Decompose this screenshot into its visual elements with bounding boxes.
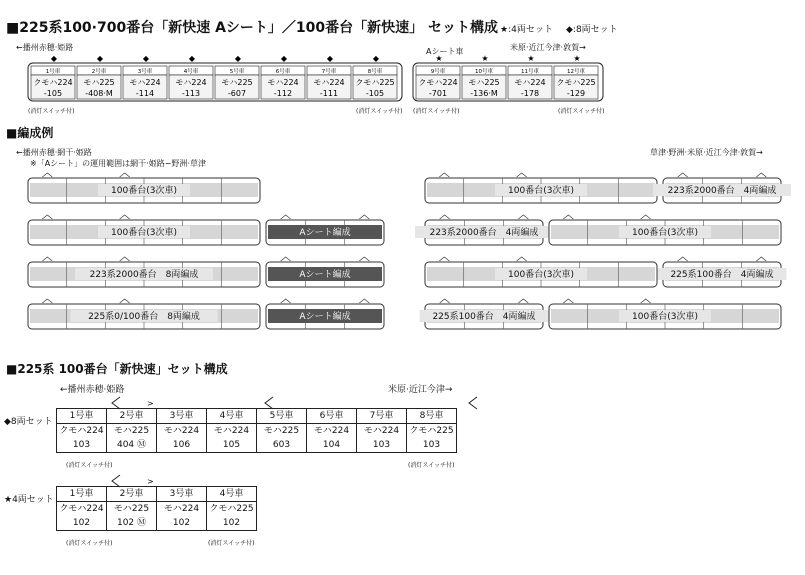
train-l3b-pantograph-2 — [359, 257, 369, 261]
top8-model-3: モハ224 — [129, 78, 161, 87]
top8-num-6: -112 — [273, 89, 293, 98]
train-l1-pantograph-2 — [120, 173, 130, 177]
top4-mark-1: ★ — [435, 55, 443, 63]
top4-no-4: 12号車 — [567, 69, 585, 75]
set8-pantograph-3 — [469, 397, 477, 409]
top4-num-4: -129 — [566, 89, 586, 98]
top8-model-5: モハ225 — [221, 78, 253, 87]
train-l2 — [28, 215, 260, 245]
top4-no-1: 9号車 — [430, 69, 446, 75]
train-l2b — [266, 215, 384, 245]
train-l3b-pantograph-0 — [281, 257, 291, 261]
set8-no-8: 8号車 — [407, 409, 457, 424]
set8-switch-right: (消灯スイッチ付) — [408, 462, 455, 469]
top8-mark-7: ◆ — [326, 55, 334, 63]
train-l3-pantograph-0 — [42, 257, 52, 261]
train-r1b — [653, 173, 791, 203]
train-l2-pantograph-0 — [42, 215, 52, 219]
train-r4b — [549, 299, 781, 329]
set4-small-chevron: > — [147, 477, 154, 486]
set8-num-5: 603 — [257, 438, 307, 453]
top8-num-7: -111 — [319, 89, 339, 98]
train-r2-pantograph-2 — [518, 215, 528, 219]
train-r2b — [549, 215, 781, 245]
train-l2b-pantograph-0 — [281, 215, 291, 219]
set4-model-1: クモハ224 — [57, 502, 107, 517]
top8-model-1: クモハ224 — [33, 78, 73, 87]
set-title: ■225系 100番台「新快速」セット構成 — [6, 362, 228, 376]
top4-model-4: クモハ225 — [556, 78, 596, 87]
top4-no-2: 10号車 — [475, 69, 493, 75]
train-r1b-pantograph-0 — [678, 173, 688, 177]
top8-num-5: -607 — [227, 89, 247, 98]
top8-no-7: 7号車 — [321, 69, 337, 75]
set8-num-4: 105 — [207, 438, 257, 453]
train-l4b-pantograph-0 — [281, 299, 291, 303]
top8-mark-8: ◆ — [372, 55, 380, 63]
set4-switch-left: (消灯スイッチ付) — [66, 540, 113, 547]
top8-model-7: モハ224 — [313, 78, 345, 87]
train-r3b-pantograph-0 — [678, 257, 688, 261]
set4-num-1: 102 — [57, 516, 107, 531]
train-r2 — [415, 215, 553, 245]
top4-no-3: 11号車 — [521, 69, 539, 75]
top4-num-3: -178 — [520, 89, 540, 98]
top8-no-6: 6号車 — [275, 69, 291, 75]
train-l3-pantograph-2 — [120, 257, 130, 261]
train-r2b-pantograph-2 — [641, 215, 651, 219]
top8-no-5: 5号車 — [229, 69, 245, 75]
set4-model-3: モハ224 — [157, 502, 207, 517]
formation-title: ■編成例 — [6, 126, 54, 140]
top8-num-4: -113 — [181, 89, 201, 98]
set8-no-3: 3号車 — [157, 409, 207, 424]
formation-note: ※「Aシート」の運用範囲は網干·姫路−野洲·草津 — [30, 159, 206, 168]
train-r1-label: 100番台(3次車) — [508, 186, 574, 196]
top4-num-2: -136·M — [470, 89, 498, 98]
train-l3b-label: Aシート編成 — [299, 270, 351, 280]
train-r4-pantograph-0 — [440, 299, 450, 303]
train-r1 — [425, 173, 657, 203]
set4-table — [56, 486, 257, 531]
top4-model-2: モハ225 — [468, 78, 500, 87]
train-r3-pantograph-2 — [517, 257, 527, 261]
set-right-direction: 米原·近江今津→ — [388, 385, 453, 395]
set-left-direction: ←播州赤穂·姫路 — [60, 385, 125, 395]
legend-star: ★:4両セット — [500, 25, 553, 35]
set8-label: ◆8両セット — [4, 417, 53, 427]
train-r4b-pantograph-2 — [641, 299, 651, 303]
train-r2b-label: 100番台(3次車) — [632, 228, 698, 238]
train-l4-pantograph-0 — [42, 299, 52, 303]
top8-mark-2: ◆ — [96, 55, 104, 63]
set4-model-2: モハ225 — [107, 502, 157, 517]
top8-model-6: モハ224 — [267, 78, 299, 87]
top-right-direction: 米原·近江今津·敦賀→ — [510, 43, 586, 52]
top8-mark-3: ◆ — [142, 55, 150, 63]
top-4car-diagram — [412, 55, 608, 103]
train-r3 — [425, 257, 657, 287]
train-r4-label: 225系100番台 4両編成 — [432, 312, 536, 322]
train-r3-label: 100番台(3次車) — [508, 270, 574, 280]
top4-mark-4: ★ — [573, 55, 581, 63]
train-l1-pantograph-0 — [42, 173, 52, 177]
set8-no-2: 2号車 — [107, 409, 157, 424]
top8-mark-5: ◆ — [234, 55, 242, 63]
train-r3-pantograph-0 — [439, 257, 449, 261]
top-8car-diagram — [27, 55, 407, 103]
set8-no-4: 4号車 — [207, 409, 257, 424]
train-r1-pantograph-2 — [517, 173, 527, 177]
top8-mark-6: ◆ — [280, 55, 288, 63]
train-r4b-pantograph-0 — [563, 299, 573, 303]
switch-note-right-4: (消灯スイッチ付) — [558, 108, 605, 115]
train-l1 — [28, 173, 260, 203]
page-title: ■225系100·700番台「新快速 Aシート」／100番台「新快速」 セット構成 — [6, 20, 499, 36]
top8-no-8: 8号車 — [367, 69, 383, 75]
set8-small-chevron: > — [147, 399, 154, 408]
top8-num-2: -408·M — [85, 89, 113, 98]
train-l3-label: 223系2000番台 8両編成 — [89, 270, 199, 280]
set8-model-8: クモハ225 — [407, 424, 457, 439]
aseat-car-label: Aシート車 — [426, 47, 464, 56]
train-r2-label: 223系2000番台 4両編成 — [429, 228, 539, 238]
set4-label: ★4両セット — [4, 495, 54, 505]
set8-model-1: クモハ224 — [57, 424, 107, 439]
set8-switch-left: (消灯スイッチ付) — [66, 462, 113, 469]
switch-note-right: (消灯スイッチ付) — [356, 108, 403, 115]
top8-model-8: クモハ225 — [355, 78, 395, 87]
switch-note-left-4: (消灯スイッチ付) — [413, 108, 460, 115]
top8-no-4: 4号車 — [183, 69, 199, 75]
train-r2-pantograph-0 — [440, 215, 450, 219]
switch-note-left: (消灯スイッチ付) — [28, 108, 75, 115]
set8-model-4: モハ224 — [207, 424, 257, 439]
top4-num-1: -701 — [428, 89, 448, 98]
set8-model-3: モハ224 — [157, 424, 207, 439]
train-r4-pantograph-2 — [518, 299, 528, 303]
train-r3b — [658, 257, 787, 287]
set8-no-5: 5号車 — [257, 409, 307, 424]
top8-no-1: 1号車 — [45, 69, 61, 75]
train-r4b-label: 100番台(3次車) — [632, 312, 698, 322]
train-l4-pantograph-2 — [120, 299, 130, 303]
train-r1b-label: 223系2000番台 4両編成 — [667, 186, 777, 196]
train-l1-label: 100番台(3次車) — [111, 186, 177, 196]
set4-switch-right: (消灯スイッチ付) — [208, 540, 255, 547]
train-l3b — [266, 257, 384, 287]
set8-model-2: モハ225 — [107, 424, 157, 439]
set4-model-4: クモハ225 — [207, 502, 257, 517]
train-l2-label: 100番台(3次車) — [111, 228, 177, 238]
set8-num-1: 103 — [57, 438, 107, 453]
train-l4b — [266, 299, 384, 329]
top8-num-8: -105 — [365, 89, 385, 98]
set8-no-6: 6号車 — [307, 409, 357, 424]
train-r4 — [420, 299, 549, 329]
set8-table — [56, 408, 457, 453]
set8-num-2: 404 Ⓜ — [107, 438, 157, 453]
set4-no-2: 2号車 — [107, 487, 157, 502]
set4-no-3: 3号車 — [157, 487, 207, 502]
formation-diagram — [0, 168, 805, 338]
top8-mark-1: ◆ — [50, 55, 58, 63]
train-r3b-pantograph-2 — [756, 257, 766, 261]
train-r2b-pantograph-0 — [563, 215, 573, 219]
top8-no-2: 2号車 — [91, 69, 107, 75]
top8-num-3: -114 — [135, 89, 155, 98]
top-4car-set — [412, 55, 608, 107]
legend-diamond: ◆:8両セット — [566, 25, 618, 35]
train-l2b-pantograph-2 — [359, 215, 369, 219]
train-l2b-label: Aシート編成 — [299, 228, 351, 238]
train-r1-pantograph-0 — [439, 173, 449, 177]
top8-model-2: モハ225 — [83, 78, 115, 87]
set8-num-3: 106 — [157, 438, 207, 453]
set8-no-1: 1号車 — [57, 409, 107, 424]
set8-num-7: 103 — [357, 438, 407, 453]
top4-model-1: クモハ224 — [418, 78, 458, 87]
train-l4b-pantograph-2 — [359, 299, 369, 303]
train-r3b-label: 225系100番台 4両編成 — [670, 270, 774, 280]
set8-num-8: 103 — [407, 438, 457, 453]
train-l4b-label: Aシート編成 — [299, 312, 351, 322]
top8-model-4: モハ224 — [175, 78, 207, 87]
top4-mark-3: ★ — [527, 55, 535, 63]
set4-num-2: 102 Ⓜ — [107, 516, 157, 531]
top4-model-3: モハ224 — [514, 78, 546, 87]
set8-model-6: モハ224 — [307, 424, 357, 439]
formation-left-direction: ←播州赤穂·網干·姫路 — [16, 148, 92, 157]
top-8car-set — [27, 55, 407, 107]
train-l3 — [28, 257, 260, 287]
set8-num-6: 104 — [307, 438, 357, 453]
set4-no-1: 1号車 — [57, 487, 107, 502]
set8-model-7: モハ224 — [357, 424, 407, 439]
top-left-direction: ←播州赤穂·姫路 — [16, 43, 74, 52]
train-l4-label: 225系0/100番台 8両編成 — [88, 312, 200, 322]
set4-num-3: 102 — [157, 516, 207, 531]
set8-no-7: 7号車 — [357, 409, 407, 424]
train-l4 — [28, 299, 260, 329]
formation-right-direction: 草津·野洲·米原·近江今津·敦賀→ — [650, 148, 763, 157]
top4-mark-2: ★ — [481, 55, 489, 63]
set4-no-4: 4号車 — [207, 487, 257, 502]
train-l2-pantograph-2 — [120, 215, 130, 219]
set4-num-4: 102 — [207, 516, 257, 531]
top8-num-1: -105 — [43, 89, 63, 98]
top8-mark-4: ◆ — [188, 55, 196, 63]
train-r1b-pantograph-2 — [756, 173, 766, 177]
set8-model-5: モハ225 — [257, 424, 307, 439]
top8-no-3: 3号車 — [137, 69, 153, 75]
